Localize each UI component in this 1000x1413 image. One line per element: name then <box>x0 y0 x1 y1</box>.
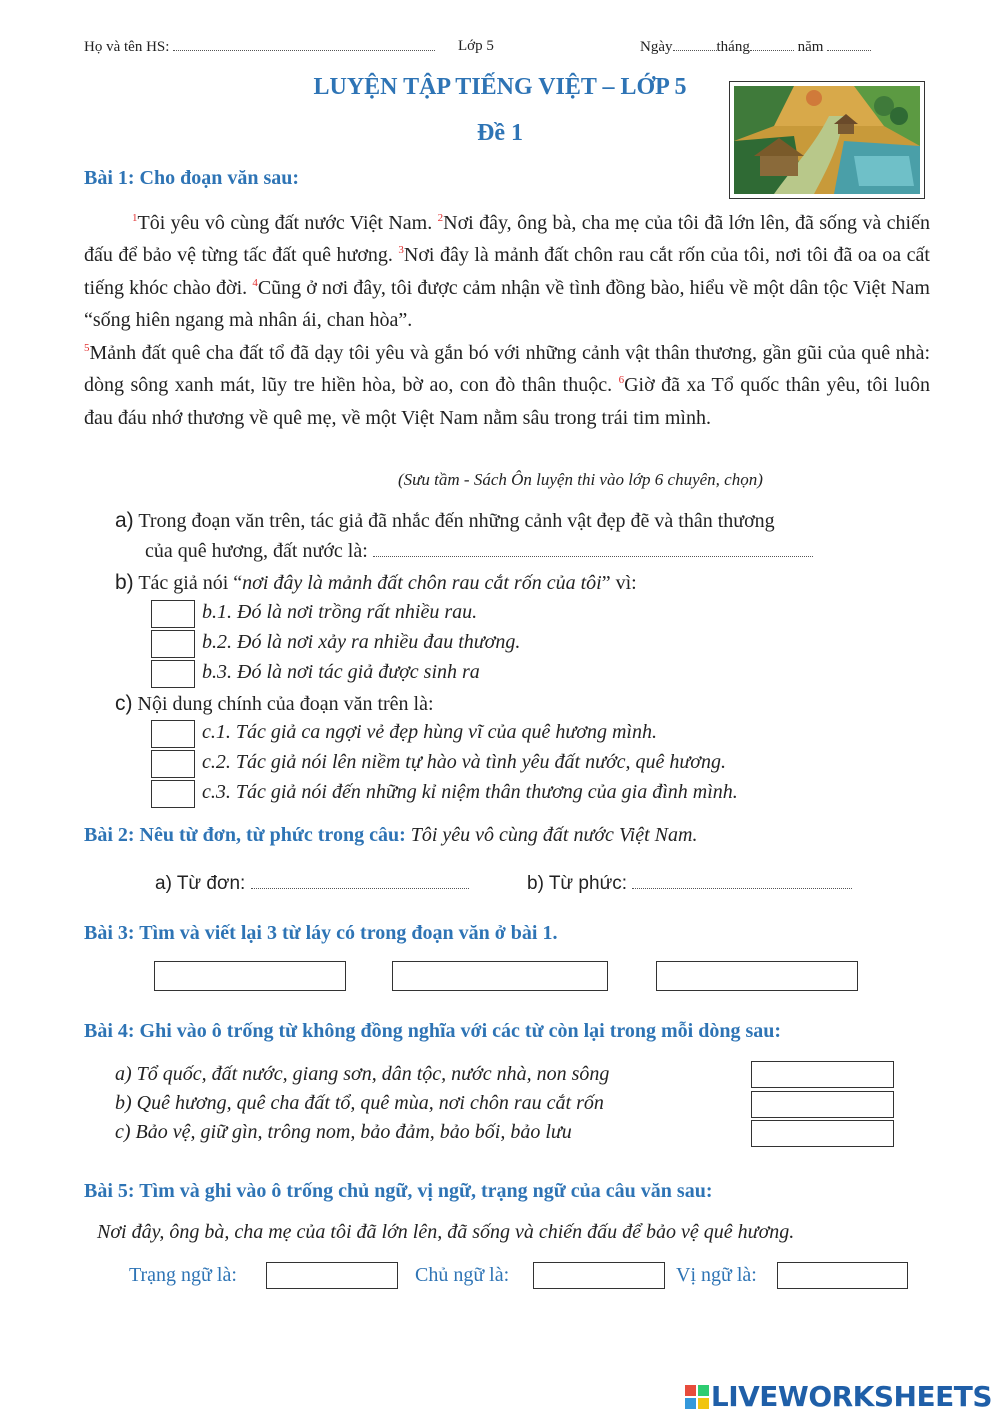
page-title: LUYỆN TẬP TIẾNG VIỆT – LỚP 5 <box>313 74 687 100</box>
bai4-box-c[interactable] <box>751 1120 894 1147</box>
checkbox-c2[interactable] <box>151 750 195 778</box>
question-a: a) Trong đoạn văn trên, tác giả đã nhắc đến những cảnh vật đẹp đẽ và thân thương <box>115 509 775 532</box>
liveworksheets-icon <box>685 1385 709 1409</box>
question-b: b) Tác giả nói “nơi đây là mảnh đất chôn rau cắt rốn của tôi” vì: <box>115 571 637 594</box>
bai1-passage-cont: $^5$Mảnh đất quê cha đất tổ đã dạy tôi yêu và gắn bó với những cảnh vật thân thương, gần gũi của quê nhà: dòng sông xanh mát, lũy tre hiền hòa, bờ ao, con đò thân thuộc. $^6$Giờ đã xa Tổ quốc thân yêu, tôi luôn đau đáu nhớ thương về quê mẹ, về một Việt Nam nằm sâu trong trái tim mình. <box>84 342 931 429</box>
option-c2: c.2. Tác giả nói lên niềm tự hào và tình yêu đất nước, quê hương. <box>202 751 726 773</box>
checkbox-c1[interactable] <box>151 720 195 748</box>
vi-ngu-label: Vị ngữ là: <box>676 1264 757 1286</box>
bai2-a: a) Từ đơn: <box>155 873 469 895</box>
bai5-heading: Bài 5: Tìm và ghi vào ô trống chủ ngữ, vị ngữ, trạng ngữ của câu văn sau: <box>84 1180 713 1202</box>
checkbox-b2[interactable] <box>151 630 195 658</box>
chu-ngu-box[interactable] <box>533 1262 665 1289</box>
option-b3: b.3. Đó là nơi tác giả được sinh ra <box>202 661 480 683</box>
question-c: c) Nội dung chính của đoạn văn trên là: <box>115 692 434 715</box>
checkbox-b1[interactable] <box>151 600 195 628</box>
option-c3: c.3. Tác giả nói đến những kỉ niệm thân thương của gia đình mình. <box>202 781 738 803</box>
bai4-box-b[interactable] <box>751 1091 894 1118</box>
village-painting <box>734 86 920 194</box>
bai4-heading: Bài 4: Ghi vào ô trống từ không đồng nghĩa với các từ còn lại trong mỗi dòng sau: <box>84 1020 782 1042</box>
option-c1: c.1. Tác giả ca ngợi vẻ đẹp hùng vĩ của quê hương mình. <box>202 721 657 743</box>
bai3-heading: Bài 3: Tìm và viết lại 3 từ láy có trong đoạn văn ở bài 1. <box>84 922 558 944</box>
class-label: Lớp 5 <box>458 38 494 54</box>
bai4-row-c: c) Bảo vệ, giữ gìn, trông nom, bảo đảm, bảo bối, bảo lưu <box>115 1121 572 1143</box>
vi-ngu-box[interactable] <box>777 1262 908 1289</box>
answer-a-blank[interactable] <box>373 544 813 557</box>
checkbox-b3[interactable] <box>151 660 195 688</box>
passage-source: (Sưu tầm - Sách Ôn luyện thi vào lớp 6 chuyên, chọn) <box>398 470 763 489</box>
year-blank[interactable] <box>827 38 871 51</box>
tu-lay-box-2[interactable] <box>392 961 608 991</box>
bai2-heading: Bài 2: Nêu từ đơn, từ phức trong câu: Tôi yêu vô cùng đất nước Việt Nam. <box>84 824 698 846</box>
tu-lay-box-1[interactable] <box>154 961 346 991</box>
bai5-sentence: Nơi đây, ông bà, cha mẹ của tôi đã lớn lên, đã sống và chiến đấu để bảo vệ quê hương. <box>97 1221 795 1243</box>
checkbox-c3[interactable] <box>151 780 195 808</box>
option-b1: b.1. Đó là nơi trồng rất nhiều rau. <box>202 601 478 623</box>
student-name-blank[interactable] <box>173 38 435 51</box>
trang-ngu-box[interactable] <box>266 1262 398 1289</box>
bai4-row-b: b) Quê hương, quê cha đất tổ, quê mùa, nơi chôn rau cắt rốn <box>115 1092 604 1114</box>
trang-ngu-label: Trạng ngữ là: <box>129 1264 237 1286</box>
tu-don-blank[interactable] <box>251 876 469 889</box>
bai1-passage: $^1$Tôi yêu vô cùng đất nước Việt Nam. $^2$Nơi đây, ông bà, cha mẹ của tôi đã lớn lên, đã sống và chiến đấu để bảo vệ từng tấc đất quê hương. $^3$Nơi đây là mảnh đất chôn rau cắt rốn của tôi, nơi tôi đã oa oa cất tiếng khóc chào đời. $^4$Cũng ở nơi đây, tôi được cảm nhận về tình đồng bào, hiểu về một dân tộc Việt Nam “sống hiên ngang mà nhân ái, chan hòa”. <box>84 212 930 331</box>
student-name-label: Họ và tên HS: <box>84 38 435 56</box>
day-blank[interactable] <box>673 38 717 51</box>
bai4-box-a[interactable] <box>751 1061 894 1088</box>
date-line: Ngày tháng năm <box>640 38 871 56</box>
month-blank[interactable] <box>750 38 794 51</box>
tu-lay-box-3[interactable] <box>656 961 858 991</box>
bai2-b: b) Từ phức: <box>527 873 852 895</box>
bai4-row-a: a) Tổ quốc, đất nước, giang sơn, dân tộc, nước nhà, non sông <box>115 1063 610 1085</box>
option-b2: b.2. Đó là nơi xảy ra nhiều đau thương. <box>202 631 521 653</box>
question-a-line2: của quê hương, đất nước là: <box>145 540 813 563</box>
tu-phuc-blank[interactable] <box>632 876 852 889</box>
liveworksheets-logo: LIVEWORKSHEETS <box>685 1380 992 1413</box>
chu-ngu-label: Chủ ngữ là: <box>415 1264 510 1286</box>
landscape-image <box>729 81 925 199</box>
bai1-heading: Bài 1: Cho đoạn văn sau: <box>84 167 300 189</box>
page-subtitle: Đề 1 <box>477 120 523 146</box>
